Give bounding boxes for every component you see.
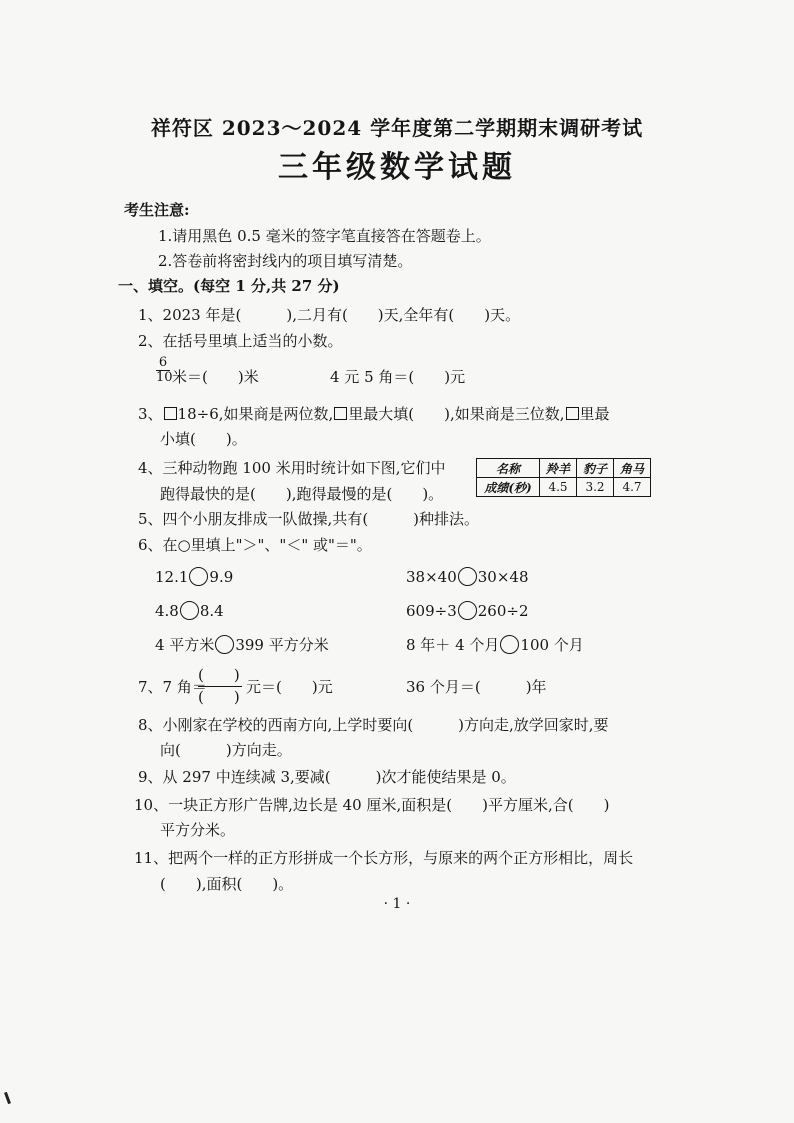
fraction-bar — [198, 686, 242, 687]
question-8-line1: 8、小刚家在学校的西南方向,上学时要向( )方向走,放学回家时,要 — [138, 716, 609, 734]
circle-icon — [215, 635, 234, 654]
circle-icon — [458, 567, 477, 586]
compare-left: 4.8 — [155, 602, 179, 620]
compare-item-5 — [155, 635, 329, 655]
fraction-denominator: 10 — [156, 370, 173, 385]
square-box-icon — [334, 407, 347, 420]
square-box-icon — [164, 407, 177, 420]
section-heading: 一、填空。(每空 1 分,共 27 分) — [118, 277, 340, 295]
scan-mark — [4, 1092, 11, 1104]
fraction — [156, 355, 173, 385]
table-header: 名称 — [477, 459, 540, 478]
question-3-text-b: 里最大填( ),如果商是三位数, — [348, 405, 565, 423]
compare-left: 609÷3 — [406, 602, 457, 620]
compare-item-6 — [406, 635, 584, 655]
question-3-prefix: 3、 — [138, 405, 163, 423]
fraction-numerator: 6 — [156, 356, 170, 371]
compare-right: 100 个月 — [520, 636, 584, 654]
question-5: 5、四个小朋友排成一队做操,共有( )种排法。 — [138, 510, 480, 528]
circle-icon — [189, 567, 208, 586]
question-4-line2: 跑得最快的是( ),跑得最慢的是( )。 — [160, 485, 444, 503]
notice-item-1: 1.请用黑色 0.5 毫米的签字笔直接答在答题卷上。 — [158, 227, 491, 245]
question-2a: 米＝( )米 — [172, 368, 259, 386]
blank-fraction — [198, 667, 242, 705]
question-2b: 4 元 5 角＝( )元 — [330, 368, 466, 386]
table-header: 羚羊 — [540, 459, 577, 478]
question-3-text-c: 里最 — [579, 405, 610, 423]
page-number: · 1 · — [383, 896, 411, 912]
compare-right: 399 平方分米 — [235, 636, 329, 654]
compare-item-3 — [155, 601, 224, 621]
circle-icon — [458, 601, 477, 620]
circle-icon — [180, 601, 199, 620]
table-cell: 3.2 — [577, 478, 614, 497]
table-row-label: 成绩(秒) — [477, 478, 540, 497]
question-7b: 36 个月＝( )年 — [406, 678, 547, 696]
notice-heading: 考生注意: — [124, 201, 190, 219]
question-4-line1: 4、三种动物跑 100 米用时统计如下图,它们中 — [138, 459, 446, 477]
compare-left: 12.1 — [155, 568, 189, 586]
exam-subtitle: 三年级数学试题 — [278, 150, 516, 185]
question-3-line2: 小填( )。 — [160, 430, 247, 448]
question-1: 1、2023 年是( ),二月有( )天,全年有( )天。 — [138, 306, 521, 324]
question-7-prefix: 7、7 角＝ — [138, 678, 207, 696]
table-cell: 4.5 — [540, 478, 577, 497]
compare-item-1 — [155, 567, 233, 587]
question-3-text-a: 18÷6,如果商是两位数, — [177, 405, 334, 423]
question-10-line1: 10、一块正方形广告牌,边长是 40 厘米,面积是( )平方厘米,合( ) — [134, 796, 610, 814]
question-9: 9、从 297 中连续减 3,要减( )次才能使结果是 0。 — [138, 768, 516, 786]
blank-numerator: ( ) — [198, 666, 240, 684]
question-7-suffix: 元＝( )元 — [246, 678, 333, 696]
square-box-icon — [566, 407, 579, 420]
table-row — [477, 478, 651, 497]
compare-left: 38×40 — [406, 568, 457, 586]
question-10-line2: 平方分米。 — [160, 821, 236, 839]
compare-left: 4 平方米 — [155, 636, 215, 654]
blank-denominator: ( ) — [198, 688, 240, 706]
table-header: 豹子 — [577, 459, 614, 478]
circle-icon — [500, 635, 519, 654]
notice-item-2: 2.答卷前将密封线内的项目填写清楚。 — [158, 252, 413, 270]
table-header: 角马 — [614, 459, 651, 478]
question-11-line1: 11、把两个一样的正方形拼成一个长方形，与原来的两个正方形相比，周长 — [134, 849, 634, 867]
compare-right: 9.9 — [209, 568, 234, 586]
question-11-line2: ( ),面积( )。 — [160, 875, 294, 893]
compare-right: 8.4 — [199, 602, 224, 620]
compare-item-4 — [406, 601, 529, 621]
question-2: 2、在括号里填上适当的小数。 — [138, 332, 343, 350]
question-8-line2: 向( )方向走。 — [160, 741, 292, 759]
compare-right: 30×48 — [477, 568, 529, 586]
compare-right: 260÷2 — [477, 602, 529, 620]
table-cell: 4.7 — [614, 478, 651, 497]
question-6: 6、在○里填上"＞"、"＜" 或"＝"。 — [138, 536, 372, 554]
compare-left: 8 年＋ 4 个月 — [406, 636, 500, 654]
question-3 — [138, 404, 610, 424]
exam-title: 祥符区 2023～2024 学年度第二学期期末调研考试 — [150, 116, 644, 140]
compare-item-2 — [406, 567, 529, 587]
table-row — [477, 459, 651, 478]
speed-table — [476, 458, 651, 497]
